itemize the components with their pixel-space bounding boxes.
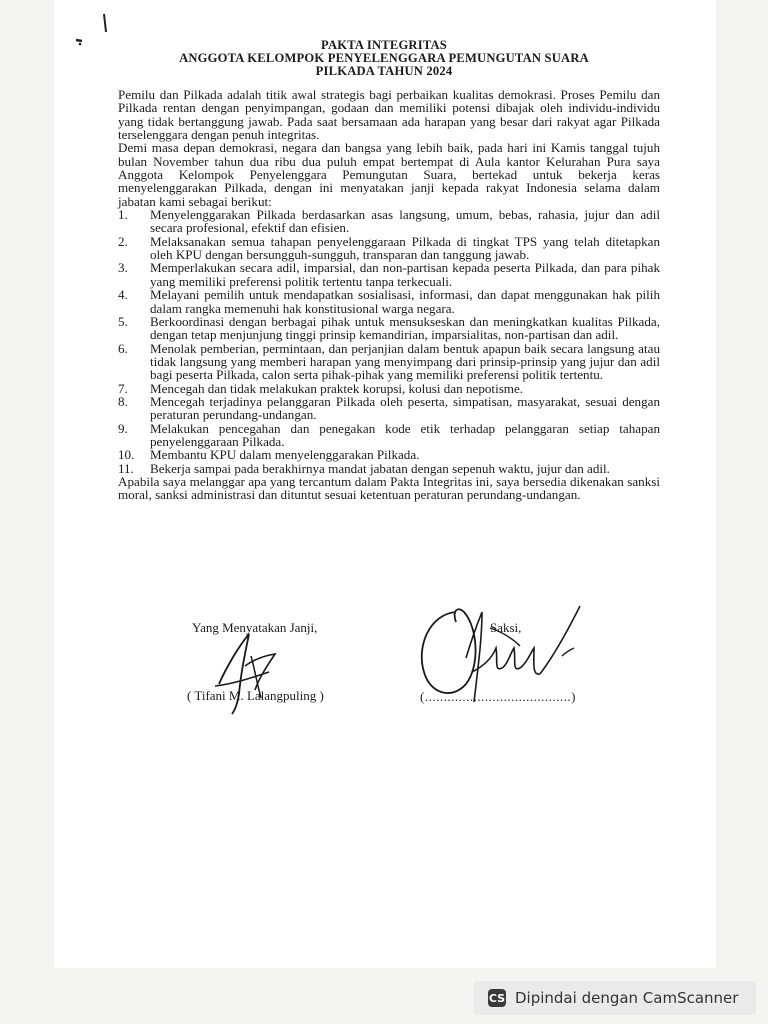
item-text: Mencegah terjadinya pelanggaran Pilkada oleh peserta, simpatisan, masyarakat, sesuai dengan peraturan perundang-undangan. (150, 393, 660, 423)
pledge-list (118, 208, 660, 475)
item-number: 5. (118, 313, 128, 329)
item-number: 11. (118, 460, 134, 476)
item-number: 4. (118, 287, 128, 303)
item-text: Melaksanakan semua tahapan penyelenggaraan Pilkada di tingkat TPS yang telah ditetapkan oleh KPU dengan bersungguh-sungguh, transparan dan tanggung jawab. (150, 233, 660, 263)
witness-signature (412, 598, 592, 713)
intro-paragraph: Pemilu dan Pilkada adalah titik awal strategis bagi perbaikan kualitas demokrasi. Proses Pemilu dan Pilkada rentan dengan penyimpangan, godaan dan memiliki potensi dibajak oleh individu-individu yang tidak bertanggung jawab. Pada saat bersamaan ada harapan yang besar dari rakyat agar Pilkada terselenggara dengan penuh integritas. (118, 87, 660, 143)
item-text: Menyelenggarakan Pilkada berdasarkan asas langsung, umum, bebas, rahasia, jujur dan adil secara profesional, efektif dan efisien. (150, 207, 660, 236)
item-text: Berkoordinasi dengan berbagai pihak untuk mensukseskan dan meningkatkan kualitas Pilkada, dengan tetap menjunjung tinggi prinsip kemandirian, imparsialitas, non-partisan dan adil. (150, 313, 660, 343)
list-item (118, 288, 660, 315)
list-item (118, 342, 660, 382)
item-number: 3. (118, 260, 128, 276)
camscanner-text: Dipindai dengan CamScanner (515, 989, 739, 1007)
list-item (118, 448, 660, 461)
item-text: Melayani pemilih untuk mendapatkan sosialisasi, informasi, dan dapat menggunakan hak pilih dalam rangka memenuhi hak konstitusional warga negara. (150, 287, 660, 316)
item-text: Membantu KPU dalam menyelenggarakan Pilkada. (150, 447, 420, 463)
statement-paragraph: Demi masa depan demokrasi, negara dan bangsa yang lebih baik, pada hari ini Kamis tanggal tujuh bulan November tahun dua ribu dua puluh empat bertempat di Aula kantor Kelurahan Pura saya Anggota Kelompok Penyelenggara Pemungutan Suara, bertekad untuk bekerja keras menyelenggarakan Pilkada, dengan ini menyatakan janji kepada rakyat Indonesia selama dalam jabatan kami sebagai berikut: (118, 140, 660, 209)
item-text: Memperlakukan secara adil, imparsial, dan non-partisan kepada peserta Pilkada, dan para pihak yang memiliki preferensi politik tertentu tanpa terkecuali. (150, 260, 660, 289)
item-number: 8. (118, 393, 128, 409)
item-number: 1. (118, 207, 128, 223)
list-item (118, 315, 660, 342)
item-text: Melakukan pencegahan dan penegakan kode etik terhadap pelanggaran setiap tahapan penyelenggaraan Pilkada. (150, 420, 660, 449)
witness-label: Saksi, (490, 620, 522, 635)
item-number: 10. (118, 447, 135, 463)
item-number: 6. (118, 340, 128, 356)
list-item (118, 422, 660, 449)
list-item (118, 462, 660, 475)
item-text: Menolak pemberian, permintaan, dan perjanjian dalam bentuk apapun baik secara langsung atau tidak langsung yang memberi harapan yang menyimpang dari prinsip-prinsip yang jujur dan adil bagi peserta Pilkada, calon serta pihak-pihak yang memiliki preferensi politik tertentu. (150, 340, 660, 383)
item-number: 9. (118, 420, 128, 436)
document-year: PILKADA TAHUN 2024 (315, 64, 453, 78)
document-subtitle: ANGGOTA KELOMPOK PENYELENGGARA PEMUNGUTAN SUARA (179, 51, 589, 65)
signatory-label: Yang Menyatakan Janji, (192, 620, 318, 635)
signatory-signature (205, 626, 285, 716)
witness-name-placeholder: (.......................................) (420, 689, 576, 704)
list-item (118, 395, 660, 422)
item-text: Bekerja sampai pada berakhirnya mandat jabatan dengan sepenuh waktu, jujur dan adil. (150, 460, 610, 476)
item-number: 7. (118, 380, 128, 396)
camscanner-badge (474, 981, 756, 1015)
closing-paragraph: Apabila saya melanggar apa yang tercantum dalam Pakta Integritas ini, saya bersedia dikenakan sanksi moral, sanksi administrasi dan dituntut sesuai ketentuan peraturan perundang-undangan. (118, 473, 660, 503)
list-item (118, 261, 660, 288)
item-number: 2. (118, 233, 128, 249)
document-body (118, 88, 660, 502)
signatory-name: ( Tifani M. Lalangpuling ) (187, 688, 324, 703)
list-item (118, 208, 660, 235)
camscanner-icon: CS (488, 989, 506, 1007)
list-item (118, 382, 660, 395)
item-text: Mencegah dan tidak melakukan praktek korupsi, kolusi dan nepotisme. (150, 380, 524, 396)
list-item (118, 235, 660, 262)
document-title: PAKTA INTEGRITAS (320, 38, 447, 52)
